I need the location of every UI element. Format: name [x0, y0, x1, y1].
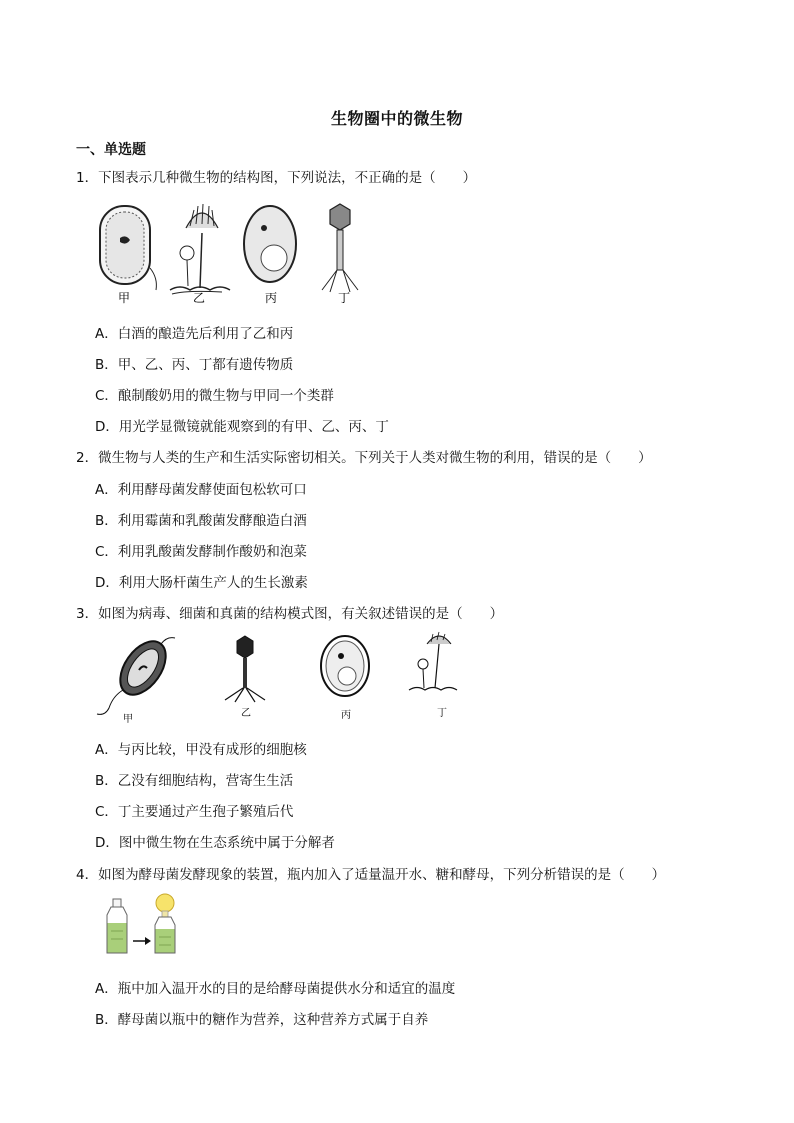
- question-4-fermentation-figure: [105, 893, 185, 958]
- question-3-stem: 3．如图为病毒、细菌和真菌的结构模式图，有关叙述错误的是（ ）: [76, 606, 504, 622]
- question-1-figure: [90, 198, 390, 306]
- figure-1-label-yi: 乙: [193, 291, 206, 305]
- question-2-stem: 2．微生物与人类的生产和生活实际密切相关。下列关于人类对微生物的利用，错误的是（ ）: [76, 450, 652, 466]
- question-3-figure: [95, 630, 475, 725]
- virus-drawing: [322, 204, 358, 292]
- question-1-option-c: C．酿制酸奶用的微生物与甲同一个类群: [95, 388, 334, 404]
- mold-drawing: [409, 632, 457, 690]
- bacterium-drawing: [100, 206, 156, 290]
- question-1-option-b: B．甲、乙、丙、丁都有遗传物质: [95, 357, 294, 373]
- question-3-option-c: C．丁主要通过产生孢子繁殖后代: [95, 804, 294, 820]
- question-3-option-b: B．乙没有细胞结构，营寄生生活: [95, 773, 294, 789]
- figure-3-label-bing: 丙: [341, 710, 351, 721]
- arrow-right-icon: [133, 937, 151, 945]
- question-3-option-d: D．图中微生物在生态系统中属于分解者: [95, 835, 335, 851]
- page-title: 生物圈中的微生物: [330, 109, 463, 128]
- question-2-option-d: D．利用大肠杆菌生产人的生长激素: [95, 575, 308, 591]
- question-1-option-a: A．白酒的酿造先后利用了乙和丙: [95, 326, 294, 342]
- figure-1-label-bing: 丙: [265, 291, 278, 305]
- figure-1-label-ding: 丁: [338, 291, 351, 305]
- question-4-option-a: A．瓶中加入温开水的目的是给酵母菌提供水分和适宜的温度: [95, 981, 456, 997]
- yeast-drawing: [244, 206, 296, 282]
- question-4-option-b: B．酵母菌以瓶中的糖作为营养，这种营养方式属于自养: [95, 1012, 429, 1028]
- figure-3-label-jia: 甲: [123, 714, 133, 725]
- question-4-stem: 4．如图为酵母菌发酵现象的装置，瓶内加入了适量温开水、糖和酵母，下列分析错误的是（ ）: [76, 867, 666, 883]
- question-1-option-d: D．用光学显微镜就能观察到的有甲、乙、丙、丁: [95, 419, 389, 435]
- mold-drawing: [170, 204, 230, 294]
- figure-3-label-yi: 乙: [241, 708, 251, 719]
- question-2-option-a: A．利用酵母菌发酵使面包松软可口: [95, 482, 307, 498]
- virus-drawing: [225, 636, 265, 702]
- bottle-after-with-balloon-drawing: [155, 894, 175, 953]
- question-2-option-c: C．利用乳酸菌发酵制作酸奶和泡菜: [95, 544, 307, 560]
- yeast-drawing: [321, 636, 369, 696]
- question-1-stem: 1．下图表示几种微生物的结构图，下列说法，不正确的是（ ）: [76, 170, 477, 186]
- bacterium-drawing: [97, 633, 175, 714]
- question-2-option-b: B．利用霉菌和乳酸菌发酵酿造白酒: [95, 513, 307, 529]
- figure-3-label-ding: 丁: [437, 708, 447, 719]
- bottle-before-drawing: [107, 899, 127, 953]
- question-3-option-a: A．与丙比较，甲没有成形的细胞核: [95, 742, 307, 758]
- section-heading: 一、单选题: [76, 142, 146, 158]
- figure-1-label-jia: 甲: [118, 291, 131, 305]
